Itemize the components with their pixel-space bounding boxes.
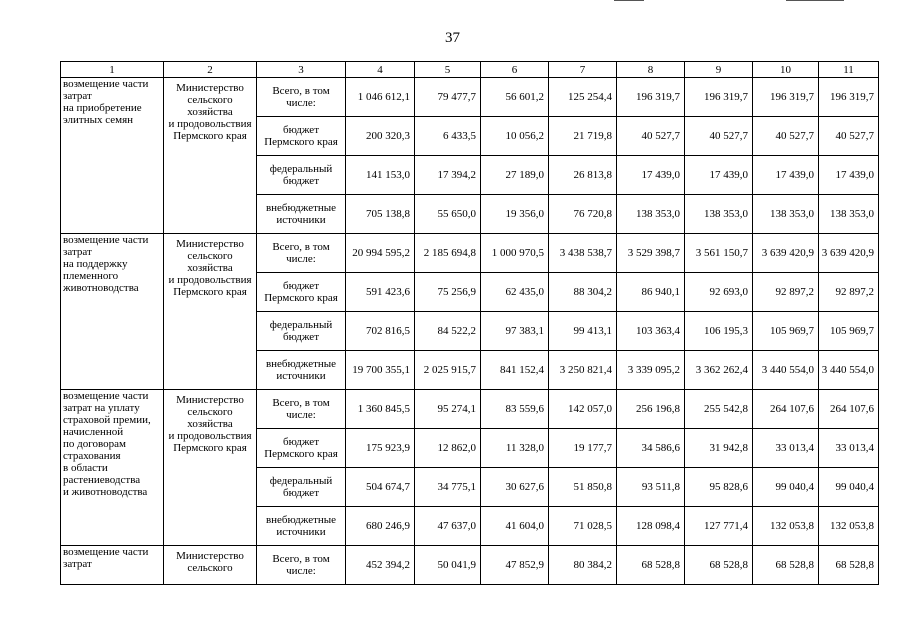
amount-cell: 3 339 095,2 xyxy=(617,351,685,390)
executor-line: Министерство xyxy=(176,550,244,562)
budget-table xyxy=(60,61,879,585)
amount-cell: 3 440 554,0 xyxy=(753,351,819,390)
amount-cell: 17 439,0 xyxy=(753,156,819,195)
column-header: 7 xyxy=(549,62,617,78)
top-rule-right xyxy=(786,0,844,1)
amount-cell: 50 041,9 xyxy=(415,546,481,585)
amount-cell: 56 601,2 xyxy=(481,78,549,117)
amount-cell: 6 433,5 xyxy=(415,117,481,156)
executor-line: и продовольствия xyxy=(168,274,252,286)
amount-cell: 591 423,6 xyxy=(346,273,415,312)
amount-cell: 99 413,1 xyxy=(549,312,617,351)
column-header: 4 xyxy=(346,62,415,78)
amount-cell: 55 650,0 xyxy=(415,195,481,234)
table-row xyxy=(61,78,879,117)
amount-cell: 2 185 694,8 xyxy=(415,234,481,273)
funding-source-cell xyxy=(257,351,346,390)
measure-name-line: растениеводства xyxy=(63,474,141,486)
funding-source-line: числе: xyxy=(286,253,316,265)
column-header: 2 xyxy=(164,62,257,78)
funding-source-cell xyxy=(257,78,346,117)
amount-cell: 255 542,8 xyxy=(685,390,753,429)
measure-name-cell xyxy=(61,390,164,546)
amount-cell: 10 056,2 xyxy=(481,117,549,156)
executor-line: сельского xyxy=(187,406,233,418)
amount-cell: 62 435,0 xyxy=(481,273,549,312)
executor-line: хозяйства xyxy=(187,106,233,118)
amount-cell: 21 719,8 xyxy=(549,117,617,156)
funding-source-line: Пермского края xyxy=(264,292,338,304)
amount-cell: 702 816,5 xyxy=(346,312,415,351)
funding-source-line: Всего, в том xyxy=(272,553,330,565)
table-row xyxy=(61,390,879,429)
executor-line: Министерство xyxy=(176,394,244,406)
funding-source-cell xyxy=(257,429,346,468)
amount-cell: 19 700 355,1 xyxy=(346,351,415,390)
amount-cell: 125 254,4 xyxy=(549,78,617,117)
funding-source-cell xyxy=(257,546,346,585)
executor-line: Пермского края xyxy=(173,130,247,142)
measure-name-line: возмещение части xyxy=(63,234,149,246)
amount-cell: 196 319,7 xyxy=(685,78,753,117)
funding-source-line: числе: xyxy=(286,97,316,109)
measure-name-line: затрат на уплату xyxy=(63,402,140,414)
executor-line: Министерство xyxy=(176,82,244,94)
column-header-row xyxy=(61,62,879,78)
measure-name-line: по договорам xyxy=(63,438,126,450)
amount-cell: 127 771,4 xyxy=(685,507,753,546)
amount-cell: 92 693,0 xyxy=(685,273,753,312)
table-row xyxy=(61,234,879,273)
amount-cell: 34 775,1 xyxy=(415,468,481,507)
funding-source-line: внебюджетные xyxy=(265,358,337,370)
amount-cell: 3 639 420,9 xyxy=(819,234,879,273)
amount-cell: 40 527,7 xyxy=(753,117,819,156)
amount-cell: 1 360 845,5 xyxy=(346,390,415,429)
measure-name-line: страхования xyxy=(63,450,121,462)
amount-cell: 95 274,1 xyxy=(415,390,481,429)
measure-name-line: затрат xyxy=(63,246,92,258)
funding-source-line: источники xyxy=(276,214,326,226)
amount-cell: 2 025 915,7 xyxy=(415,351,481,390)
measure-name-cell xyxy=(61,78,164,234)
amount-cell: 138 353,0 xyxy=(617,195,685,234)
executor-line: хозяйства xyxy=(187,418,233,430)
amount-cell: 99 040,4 xyxy=(819,468,879,507)
funding-source-line: числе: xyxy=(286,565,316,577)
amount-cell: 196 319,7 xyxy=(753,78,819,117)
executor-cell xyxy=(164,234,257,390)
executor-cell xyxy=(164,390,257,546)
amount-cell: 41 604,0 xyxy=(481,507,549,546)
amount-cell: 99 040,4 xyxy=(753,468,819,507)
amount-cell: 256 196,8 xyxy=(617,390,685,429)
amount-cell: 86 940,1 xyxy=(617,273,685,312)
measure-name-line: племенного xyxy=(63,270,119,282)
amount-cell: 93 511,8 xyxy=(617,468,685,507)
measure-name-line: затрат xyxy=(63,90,92,102)
amount-cell: 51 850,8 xyxy=(549,468,617,507)
amount-cell: 47 852,9 xyxy=(481,546,549,585)
amount-cell: 30 627,6 xyxy=(481,468,549,507)
measure-name-line: в области xyxy=(63,462,108,474)
amount-cell: 264 107,6 xyxy=(819,390,879,429)
executor-line: Пермского края xyxy=(173,442,247,454)
amount-cell: 106 195,3 xyxy=(685,312,753,351)
executor-line: Пермского края xyxy=(173,286,247,298)
funding-source-line: бюджет xyxy=(283,331,319,343)
funding-source-line: бюджет xyxy=(283,175,319,187)
column-header: 8 xyxy=(617,62,685,78)
amount-cell: 68 528,8 xyxy=(685,546,753,585)
amount-cell: 105 969,7 xyxy=(753,312,819,351)
amount-cell: 80 384,2 xyxy=(549,546,617,585)
column-header: 1 xyxy=(61,62,164,78)
funding-source-line: внебюджетные xyxy=(265,514,337,526)
amount-cell: 3 438 538,7 xyxy=(549,234,617,273)
amount-cell: 31 942,8 xyxy=(685,429,753,468)
amount-cell: 33 013,4 xyxy=(753,429,819,468)
amount-cell: 84 522,2 xyxy=(415,312,481,351)
executor-line: сельского xyxy=(187,94,233,106)
top-rule-left xyxy=(614,0,644,1)
amount-cell: 17 394,2 xyxy=(415,156,481,195)
column-header: 6 xyxy=(481,62,549,78)
measure-name-line: на приобретение xyxy=(63,102,142,114)
funding-source-line: Всего, в том xyxy=(272,85,330,97)
amount-cell: 3 561 150,7 xyxy=(685,234,753,273)
measure-name-line: животноводства xyxy=(63,282,139,294)
amount-cell: 200 320,3 xyxy=(346,117,415,156)
measure-name-cell xyxy=(61,234,164,390)
amount-cell: 40 527,7 xyxy=(617,117,685,156)
amount-cell: 138 353,0 xyxy=(753,195,819,234)
amount-cell: 40 527,7 xyxy=(819,117,879,156)
amount-cell: 27 189,0 xyxy=(481,156,549,195)
measure-name-line: возмещение части xyxy=(63,390,149,402)
amount-cell: 142 057,0 xyxy=(549,390,617,429)
amount-cell: 1 046 612,1 xyxy=(346,78,415,117)
table-body xyxy=(61,78,879,585)
amount-cell: 68 528,8 xyxy=(753,546,819,585)
amount-cell: 17 439,0 xyxy=(685,156,753,195)
amount-cell: 68 528,8 xyxy=(617,546,685,585)
executor-line: сельского xyxy=(187,250,233,262)
executor-line: и продовольствия xyxy=(168,430,252,442)
amount-cell: 138 353,0 xyxy=(819,195,879,234)
funding-source-cell xyxy=(257,117,346,156)
amount-cell: 71 028,5 xyxy=(549,507,617,546)
amount-cell: 92 897,2 xyxy=(753,273,819,312)
funding-source-line: бюджет xyxy=(283,280,319,292)
amount-cell: 26 813,8 xyxy=(549,156,617,195)
amount-cell: 19 356,0 xyxy=(481,195,549,234)
amount-cell: 19 177,7 xyxy=(549,429,617,468)
funding-source-cell xyxy=(257,195,346,234)
funding-source-line: числе: xyxy=(286,409,316,421)
measure-name-line: начисленной xyxy=(63,426,124,438)
amount-cell: 264 107,6 xyxy=(753,390,819,429)
funding-source-cell xyxy=(257,234,346,273)
amount-cell: 705 138,8 xyxy=(346,195,415,234)
funding-source-cell xyxy=(257,507,346,546)
funding-source-line: федеральный xyxy=(269,475,333,487)
amount-cell: 196 319,7 xyxy=(617,78,685,117)
amount-cell: 33 013,4 xyxy=(819,429,879,468)
amount-cell: 3 529 398,7 xyxy=(617,234,685,273)
amount-cell: 105 969,7 xyxy=(819,312,879,351)
amount-cell: 88 304,2 xyxy=(549,273,617,312)
measure-name-line: элитных семян xyxy=(63,114,134,126)
amount-cell: 128 098,4 xyxy=(617,507,685,546)
amount-cell: 132 053,8 xyxy=(753,507,819,546)
funding-source-line: бюджет xyxy=(283,124,319,136)
amount-cell: 138 353,0 xyxy=(685,195,753,234)
funding-source-line: Всего, в том xyxy=(272,397,330,409)
funding-source-line: бюджет xyxy=(283,487,319,499)
funding-source-line: федеральный xyxy=(269,163,333,175)
measure-name-line: и животноводства xyxy=(63,486,148,498)
executor-line: Министерство xyxy=(176,238,244,250)
column-header: 10 xyxy=(753,62,819,78)
funding-source-line: источники xyxy=(276,370,326,382)
amount-cell: 79 477,7 xyxy=(415,78,481,117)
executor-cell xyxy=(164,78,257,234)
measure-name-line: затрат xyxy=(63,558,92,570)
table-row xyxy=(61,546,879,585)
amount-cell: 12 862,0 xyxy=(415,429,481,468)
amount-cell: 95 828,6 xyxy=(685,468,753,507)
funding-source-line: источники xyxy=(276,526,326,538)
amount-cell: 196 319,7 xyxy=(819,78,879,117)
amount-cell: 11 328,0 xyxy=(481,429,549,468)
amount-cell: 103 363,4 xyxy=(617,312,685,351)
funding-source-cell xyxy=(257,468,346,507)
funding-source-cell xyxy=(257,390,346,429)
column-header: 11 xyxy=(819,62,879,78)
measure-name-line: возмещение части xyxy=(63,78,149,90)
executor-line: хозяйства xyxy=(187,262,233,274)
amount-cell: 97 383,1 xyxy=(481,312,549,351)
measure-name-line: возмещение части xyxy=(63,546,149,558)
column-header: 9 xyxy=(685,62,753,78)
funding-source-line: внебюджетные xyxy=(265,202,337,214)
amount-cell: 75 256,9 xyxy=(415,273,481,312)
amount-cell: 3 639 420,9 xyxy=(753,234,819,273)
measure-name-cell xyxy=(61,546,164,585)
amount-cell: 3 362 262,4 xyxy=(685,351,753,390)
funding-source-line: Пермского края xyxy=(264,136,338,148)
amount-cell: 452 394,2 xyxy=(346,546,415,585)
amount-cell: 92 897,2 xyxy=(819,273,879,312)
funding-source-line: федеральный xyxy=(269,319,333,331)
amount-cell: 504 674,7 xyxy=(346,468,415,507)
amount-cell: 1 000 970,5 xyxy=(481,234,549,273)
amount-cell: 47 637,0 xyxy=(415,507,481,546)
amount-cell: 141 153,0 xyxy=(346,156,415,195)
measure-name-line: на поддержку xyxy=(63,258,128,270)
executor-line: сельского xyxy=(187,562,233,574)
funding-source-cell xyxy=(257,312,346,351)
amount-cell: 3 440 554,0 xyxy=(819,351,879,390)
amount-cell: 132 053,8 xyxy=(819,507,879,546)
funding-source-line: Пермского края xyxy=(264,448,338,460)
amount-cell: 20 994 595,2 xyxy=(346,234,415,273)
funding-source-cell xyxy=(257,273,346,312)
amount-cell: 76 720,8 xyxy=(549,195,617,234)
amount-cell: 3 250 821,4 xyxy=(549,351,617,390)
column-header: 5 xyxy=(415,62,481,78)
amount-cell: 34 586,6 xyxy=(617,429,685,468)
measure-name-line: страховой премии, xyxy=(63,414,151,426)
funding-source-cell xyxy=(257,156,346,195)
column-header: 3 xyxy=(257,62,346,78)
amount-cell: 17 439,0 xyxy=(819,156,879,195)
executor-cell xyxy=(164,546,257,585)
funding-source-line: бюджет xyxy=(283,436,319,448)
amount-cell: 17 439,0 xyxy=(617,156,685,195)
funding-source-line: Всего, в том xyxy=(272,241,330,253)
executor-line: и продовольствия xyxy=(168,118,252,130)
amount-cell: 841 152,4 xyxy=(481,351,549,390)
amount-cell: 40 527,7 xyxy=(685,117,753,156)
amount-cell: 680 246,9 xyxy=(346,507,415,546)
page-number: 37 xyxy=(445,30,460,46)
amount-cell: 175 923,9 xyxy=(346,429,415,468)
amount-cell: 68 528,8 xyxy=(819,546,879,585)
amount-cell: 83 559,6 xyxy=(481,390,549,429)
